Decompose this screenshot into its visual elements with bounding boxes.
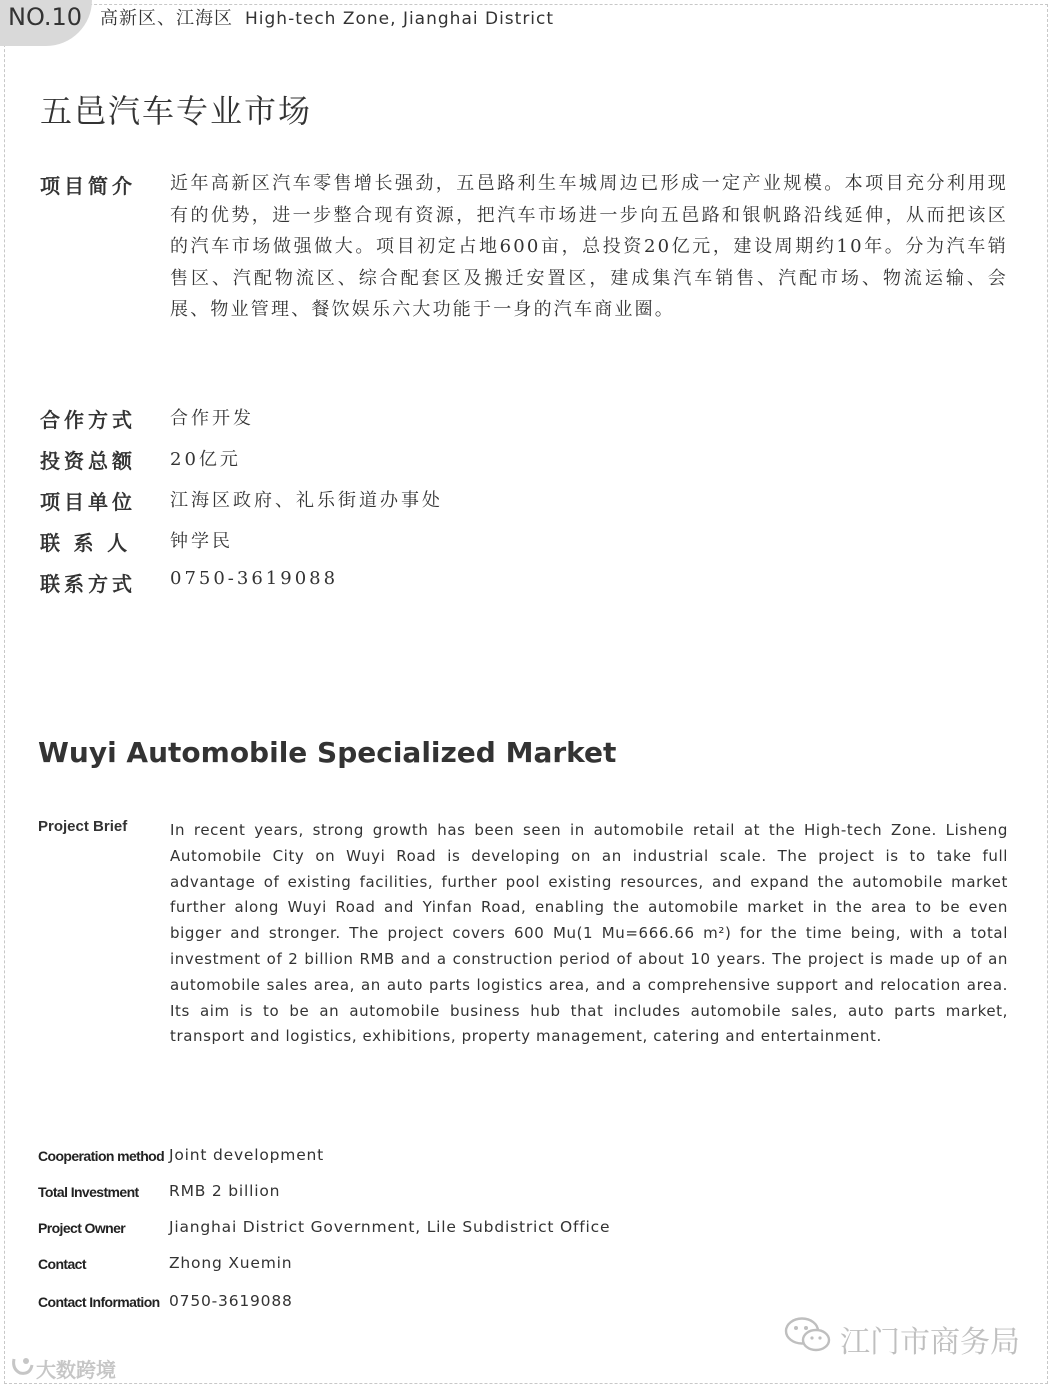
detail-value: Zhong Xuemin [169,1254,293,1272]
detail-value: RMB 2 billion [169,1182,281,1200]
chinese-brief-text: 近年高新区汽车零售增长强劲，五邑路利生车城周边已形成一定产业规模。本项目充分利用现有的优势，进一步整合现有资源，把汽车市场进一步向五邑路和银帆路沿线延伸，从而把该区的汽车市场做强做大。项目初定占地600亩，总投资20亿元，建设周期约10年。分为汽车销售区、汽配物流区、综合配套区及搬迁安置区，建成集汽车销售、汽配市场、物流运输、会展、物业管理、餐饮娱乐六大功能于一身的汽车商业圈。 [170,173,1008,320]
detail-label: Contact [38,1256,86,1272]
english-title: Wuyi Automobile Specialized Market [38,736,617,769]
chinese-brief-label: 项目简介 [40,176,136,198]
watermark-left-text: 大数跨境 [36,1360,116,1382]
detail-label: 联系方式 [40,574,136,596]
detail-value: 合作开发 [170,408,254,429]
chinese-title: 五邑汽车专业市场 [40,92,313,130]
detail-label: 投资总额 [40,451,136,473]
zone-english: High-tech Zone, Jianghai District [245,9,555,29]
wechat-icon [784,1316,832,1362]
watermark-left [10,1354,116,1383]
detail-value: 钟学民 [170,531,233,552]
detail-label: 联 系 人 [40,533,132,555]
page-number-badge: NO.10 [0,0,92,46]
detail-label: Contact Information [38,1294,160,1310]
detail-label: 合作方式 [40,410,136,432]
detail-value: 20亿元 [170,449,241,470]
english-brief-label: Project Brief [38,818,128,835]
detail-value: 0750-3619088 [169,1292,293,1310]
detail-label: Total Investment [38,1184,139,1200]
watermark-right [784,1316,1020,1362]
zone-chinese: 高新区、江海区 [100,8,233,28]
detail-value: Joint development [169,1146,325,1164]
detail-value: Jianghai District Government, Lile Subdistrict Office [169,1218,611,1236]
detail-label: 项目单位 [40,492,136,514]
detail-value: 江海区政府、礼乐街道办事处 [170,490,443,511]
detail-label: Project Owner [38,1220,126,1236]
detail-label: Cooperation method [38,1148,165,1164]
watermark-right-text: 江门市商务局 [840,1326,1020,1359]
english-brief-text: In recent years, strong growth has been seen in automobile retail at the High-tech Zone. Lisheng Automobile City on Wuyi Road is developing on an industrial scale. The project is to take full advantage of existing facilities, further pool existing resources, and expand the automobile market further along Wuyi Road and Yinfan Road, enabling the automobile market in the area to be even bigger and stronger. The project covers 600 Mu(1 Mu=666.66 m²) for the time being, with a total investment of 2 billion RMB and a construction period of about 10 years. The project is made up of an automobile sales area, an auto parts logistics area, and a comprehensive support and relocation area. Its aim is to be an automobile business hub that includes automobile sales, auto parts market, transport and logistics, exhibitions, property management, catering and entertainment. [170,821,1008,1046]
detail-value: 0750-3619088 [170,568,339,589]
section-header [100,4,554,30]
brand-logo-icon [10,1355,36,1383]
